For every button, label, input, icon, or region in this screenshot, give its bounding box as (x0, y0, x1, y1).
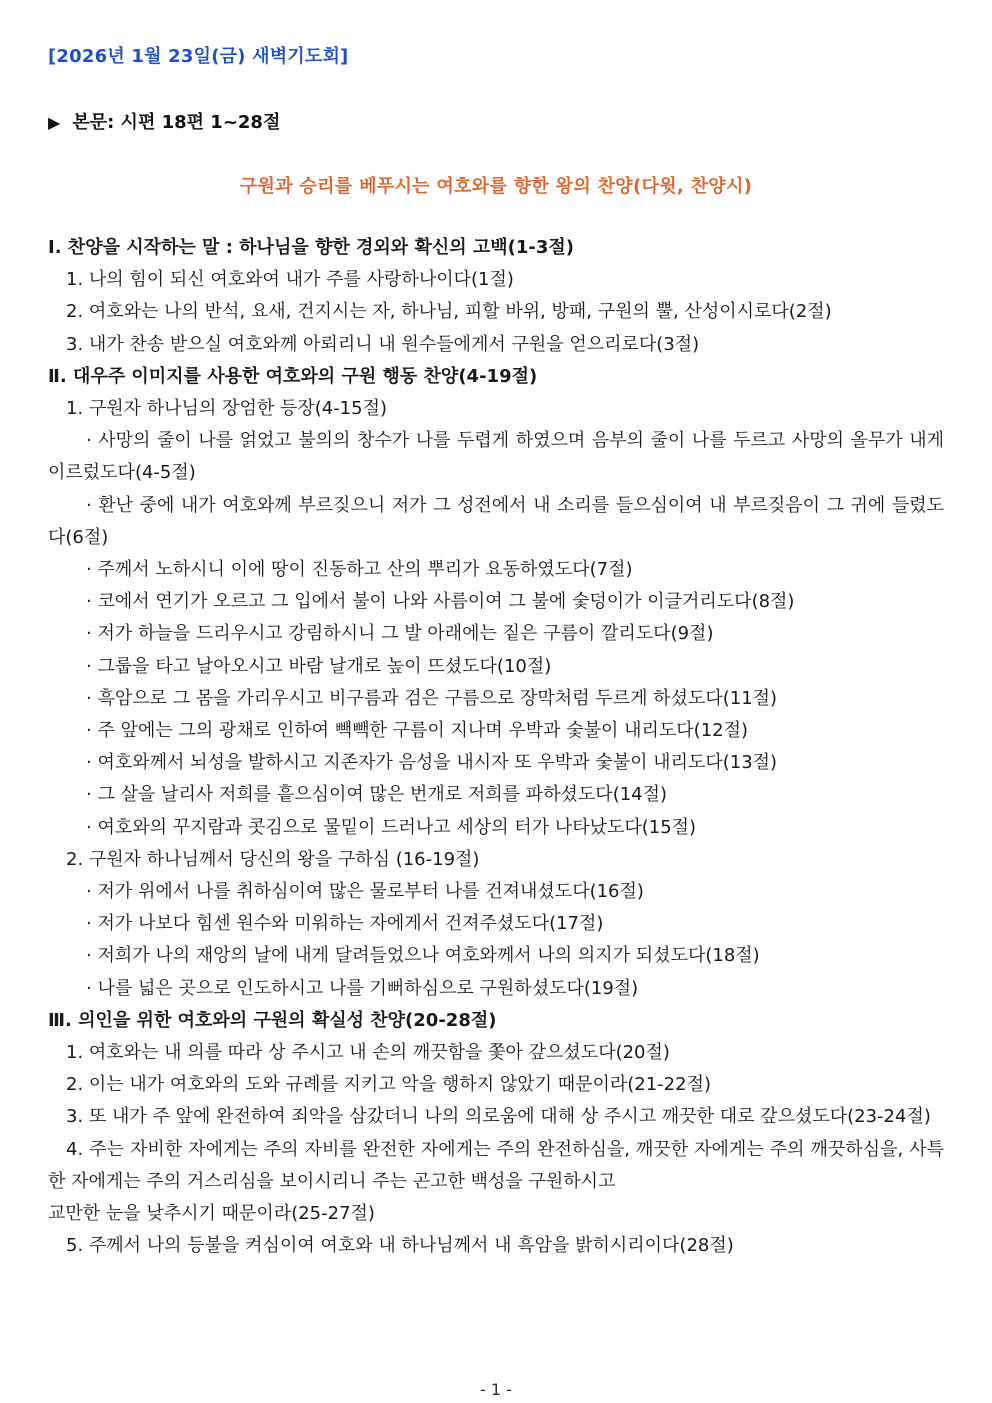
section-3-item-continued: 교만한 눈을 낮추시기 때문이라(25-27절) (48, 1203, 375, 1225)
section-1-item: 1. 나의 힘이 되신 여호와여 내가 주를 사랑하나이다(1절) (66, 269, 514, 291)
section-2-bullet: · 저가 나보다 힘센 원수와 미워하는 자에게서 건져주셨도다(17절) (86, 913, 604, 935)
section-1-item: 3. 내가 찬송 받으실 여호와께 아뢰리니 내 원수들에게서 구원을 얻으리로다(3절) (66, 333, 700, 355)
section-2-bullet: · 코에서 연기가 오르고 그 입에서 불이 나와 사름이여 그 불에 숯덩이가 이글거리도다(8절) (86, 591, 795, 613)
section-3-item: 4. 주는 자비한 자에게는 주의 자비를 완전한 자에게는 주의 완전하심을, 깨끗한 자에게는 주의 깨끗하심을, 사특한 자에게는 주의 거스리심을 보이시리니 주는 곤고한 백성을 구원하시고 (48, 1138, 944, 1192)
section-2-title: Ⅱ. 대우주 이미지를 사용한 여호와의 구원 행동 찬양(4-19절) (48, 365, 538, 387)
section-2-bullet: · 그룹을 타고 날아오시고 바람 날개로 높이 뜨셨도다(10절) (86, 655, 552, 677)
section-2-bullet: · 사망의 줄이 나를 얽었고 불의의 창수가 나를 두렵게 하였으며 음부의 줄이 나를 두르고 사망의 올무가 내게 이르렀도다(4-5절) (48, 430, 944, 484)
page-number: - 1 - (480, 1380, 512, 1399)
section-3-item: 3. 또 내가 주 앞에 완전하여 죄악을 삼갔더니 나의 의로움에 대해 상 주시고 깨끗한 대로 갚으셨도다(23-24절) (66, 1106, 931, 1128)
section-1-title: Ⅰ. 찬양을 시작하는 말 : 하나님을 향한 경외와 확신의 고백(1-3절) (48, 237, 575, 258)
sermon-outline (48, 232, 944, 1263)
passage-text: 본문: 시편 18편 1~28절 (72, 112, 281, 133)
section-2-bullet: · 나를 넓은 곳으로 인도하시고 나를 기뻐하심으로 구원하셨도다(19절) (86, 977, 639, 999)
service-date-header: [2026년 1월 23일(금) 새벽기도회] (48, 46, 349, 67)
section-2-bullet: · 주 앞에는 그의 광채로 인하여 빽빽한 구름이 지나며 우박과 숯불이 내리도다(12절) (86, 720, 749, 742)
section-3-item: 2. 이는 내가 여호와의 도와 규례를 지키고 악을 행하지 않았기 때문이라(21-22절) (66, 1074, 711, 1096)
section-2-bullet: · 여호와께서 뇌성을 발하시고 지존자가 음성을 내시자 또 우박과 숯불이 내리도다(13절) (86, 752, 778, 774)
passage-line (48, 108, 280, 134)
section-2-sub1-title: 1. 구원자 하나님의 장엄한 등장(4-15절) (66, 398, 387, 420)
section-2-bullet: · 저희가 나의 재앙의 날에 내게 달려들었으나 여호와께서 나의 의지가 되셨도다(18절) (86, 945, 760, 967)
section-2-bullet: · 주께서 노하시니 이에 땅이 진동하고 산의 뿌리가 요동하였도다(7절) (86, 559, 633, 581)
section-2-bullet: · 저가 하늘을 드리우시고 강림하시니 그 발 아래에는 짙은 구름이 깔리도다(9절) (86, 623, 714, 645)
section-3-item: 1. 여호와는 내 의를 따라 상 주시고 내 손의 깨끗함을 쫓아 갚으셨도다(20절) (66, 1042, 670, 1064)
section-3-title: Ⅲ. 의인을 위한 여호와의 구원의 확실성 찬양(20-28절) (48, 1009, 497, 1031)
section-2-bullet: · 흑암으로 그 몸을 가리우시고 비구름과 검은 구름으로 장막처럼 두르게 하셨도다(11절) (86, 687, 778, 709)
section-2-bullet: · 환난 중에 내가 여호와께 부르짖으니 저가 그 성전에서 내 소리를 들으심이여 내 부르짖음이 그 귀에 들렸도다(6절) (48, 494, 944, 548)
section-2-bullet: · 그 살을 날리사 저희를 흩으심이여 많은 번개로 저희를 파하셨도다(14절) (86, 784, 668, 806)
section-2-bullet: · 저가 위에서 나를 취하심이여 많은 물로부터 나를 건져내셨도다(16절) (86, 881, 644, 903)
section-2-bullet: · 여호와의 꾸지람과 콧김으로 물밑이 드러나고 세상의 터가 나타났도다(15절) (86, 816, 697, 838)
section-1-item: 2. 여호와는 나의 반석, 요새, 건지시는 자, 하나님, 피할 바위, 방패, 구원의 뿔, 산성이시로다(2절) (66, 301, 832, 323)
triangle-marker-icon: ▶ (48, 113, 61, 132)
sermon-subtitle: 구원과 승리를 베푸시는 여호와를 향한 왕의 찬양(다윗, 찬양시) (239, 176, 753, 197)
section-2-sub2-title: 2. 구원자 하나님께서 당신의 왕을 구하심 (16-19절) (66, 848, 480, 870)
section-3-item: 5. 주께서 나의 등불을 켜심이여 여호와 내 하나님께서 내 흑암을 밝히시리이다(28절) (66, 1235, 734, 1257)
